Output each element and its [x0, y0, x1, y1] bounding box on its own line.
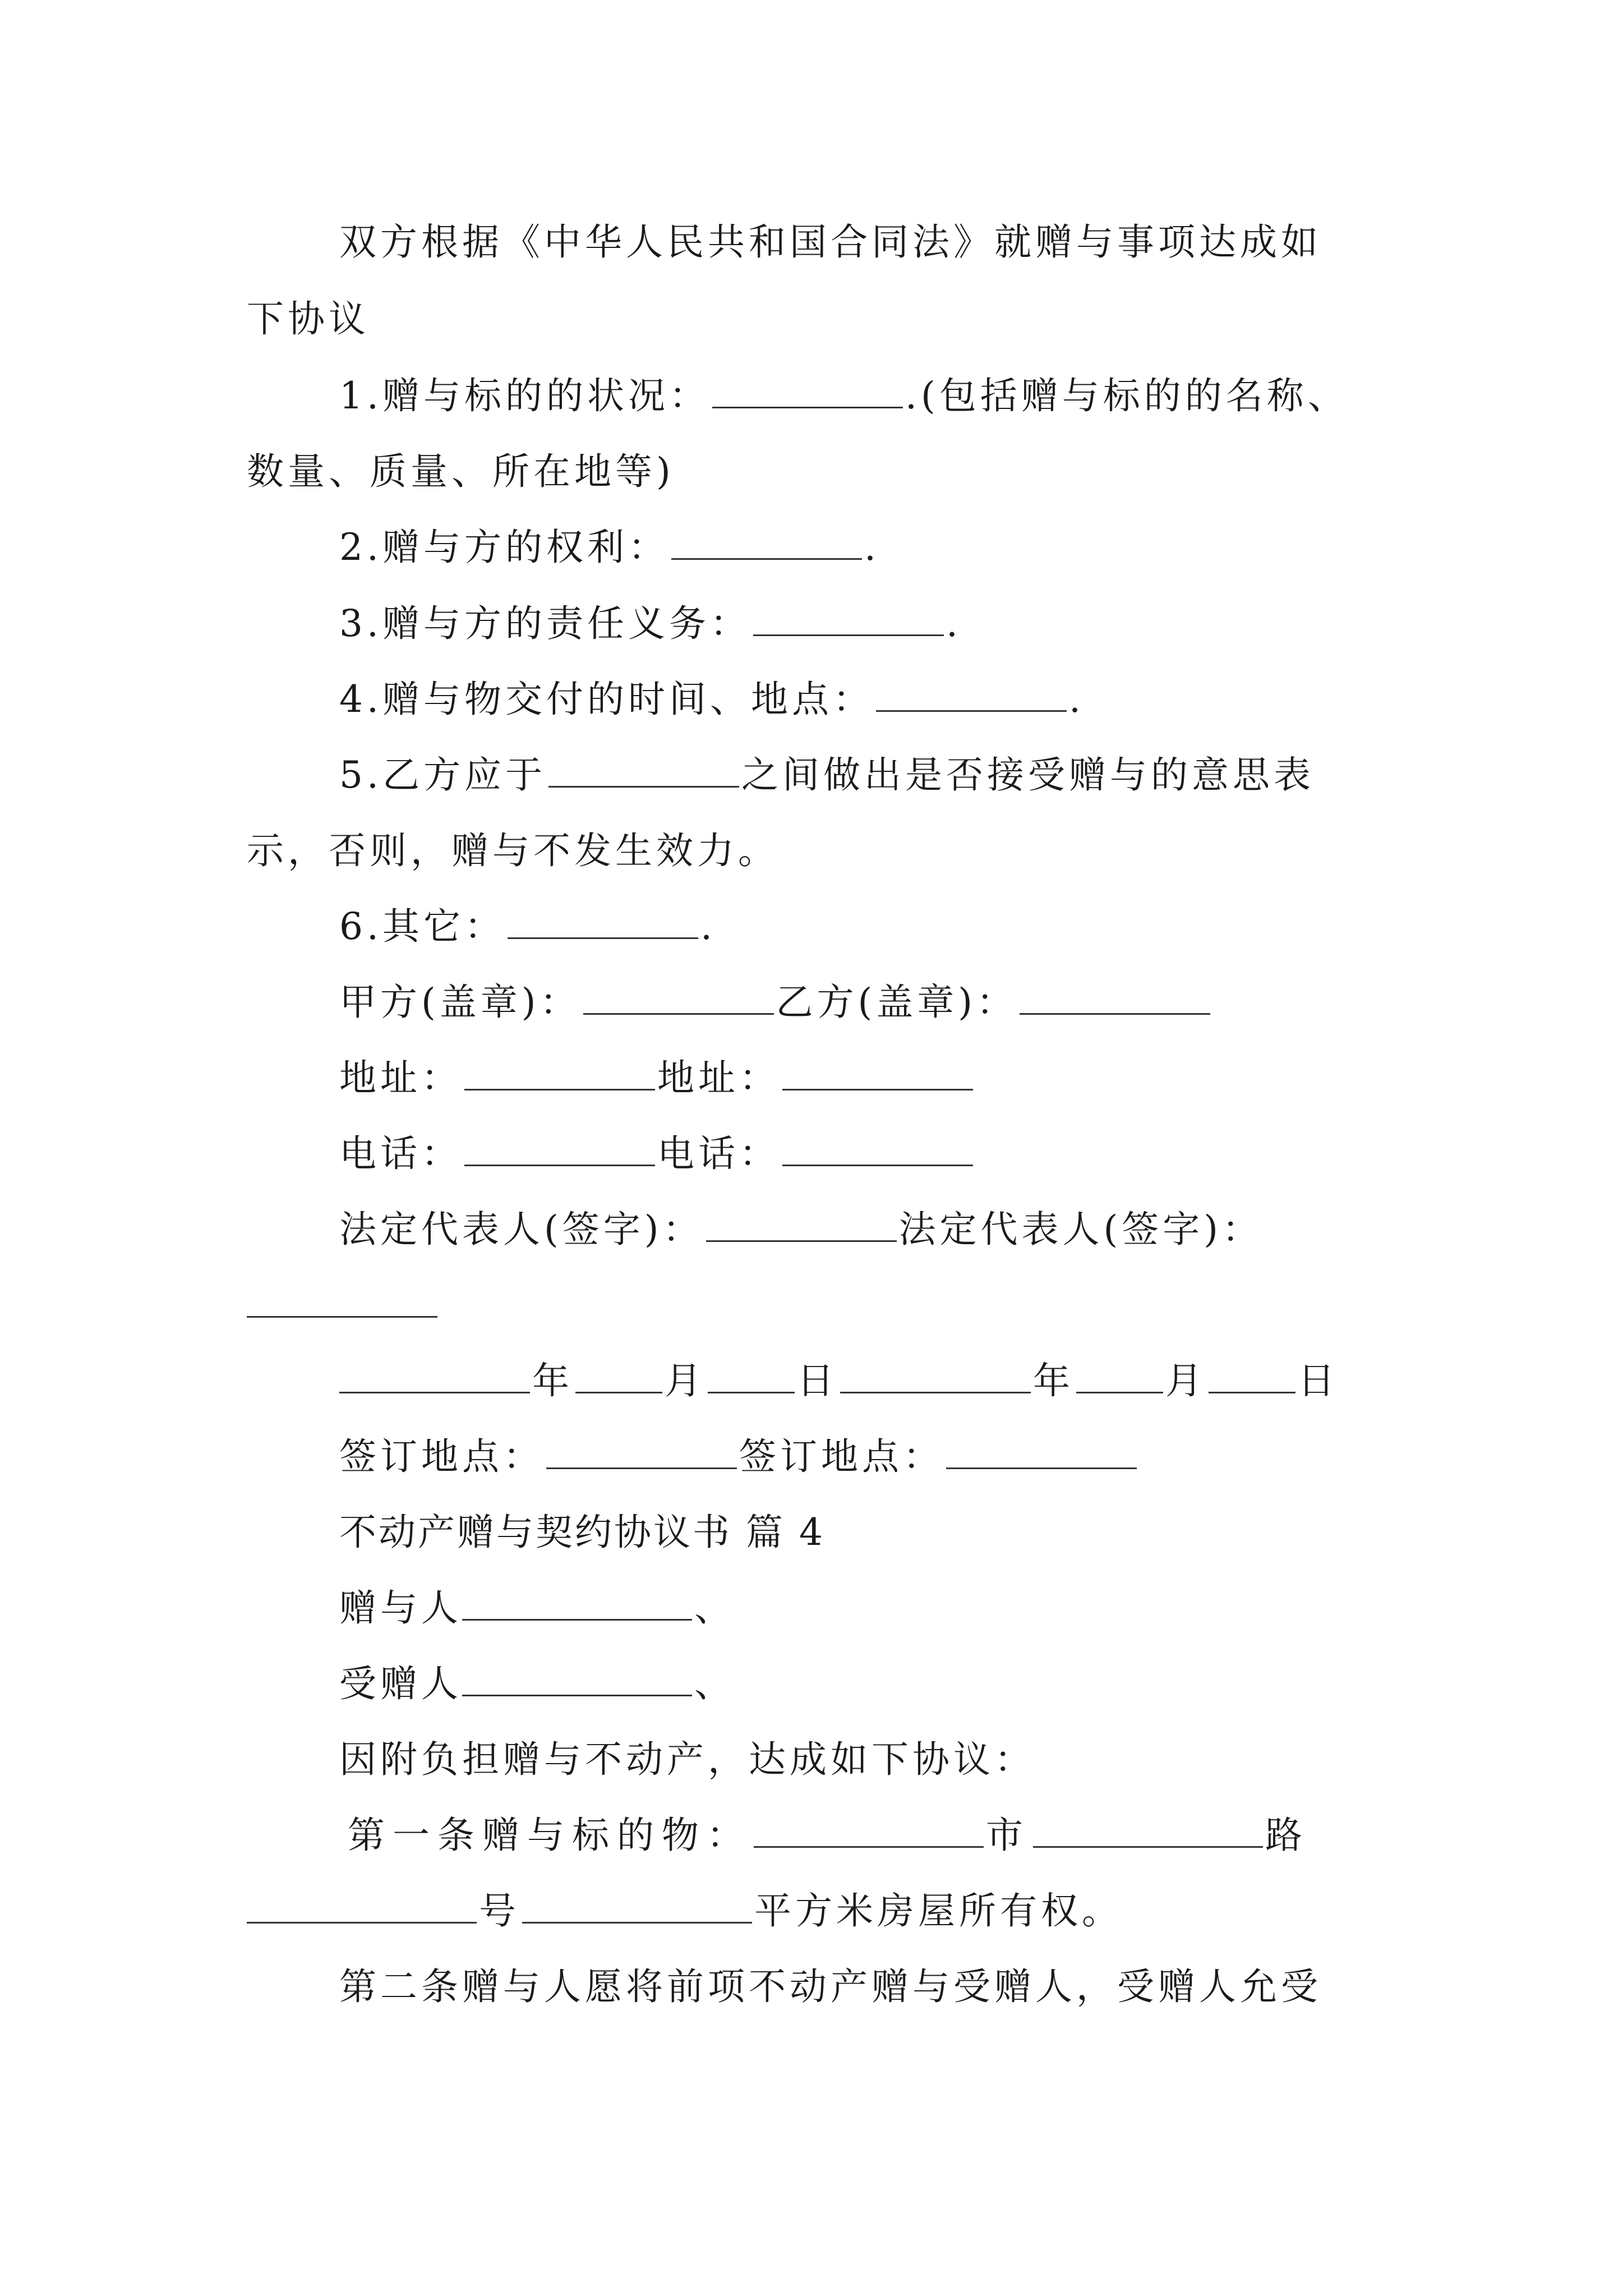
fill-blank[interactable]	[462, 1585, 692, 1621]
item-2-label: 2.赠与方的权利：	[339, 526, 669, 569]
item-4-label: 4.赠与物交付的时间、地点：	[339, 678, 874, 721]
fill-blank[interactable]	[546, 1434, 737, 1469]
fill-blank[interactable]	[522, 1888, 752, 1924]
fill-blank[interactable]	[247, 1888, 477, 1924]
fill-blank[interactable]	[753, 601, 944, 636]
legal-rep-label-a: 法定代表人(签字)：	[339, 1208, 704, 1251]
fill-blank[interactable]	[462, 1661, 692, 1696]
item-5	[339, 751, 1315, 800]
item-5-continued: 示，否则，赠与不发生效力。	[247, 829, 779, 872]
article-1	[348, 1811, 1310, 1860]
area-text: 平方米房屋所有权。	[754, 1889, 1123, 1932]
sign-place-label-b: 签订地点：	[739, 1435, 944, 1478]
party-b-seal-label: 乙方(盖章)：	[776, 981, 1017, 1024]
fill-blank[interactable]	[1020, 979, 1210, 1015]
item-4-period: .	[1068, 678, 1085, 721]
seal-line	[339, 978, 1212, 1027]
item-1-note: .(包括赠与标的的名称、	[905, 374, 1349, 417]
article-2: 第二条赠与人愿将前项不动产赠与受赠人，受赠人允受	[339, 1965, 1322, 2008]
month-label: 月	[1165, 1359, 1206, 1402]
separator: 、	[694, 1586, 735, 1630]
item-1-label: 1.赠与标的的状况：	[339, 374, 710, 417]
intro-line-2: 下协议	[247, 297, 370, 341]
month-label: 月	[665, 1359, 706, 1402]
phone-line	[339, 1129, 975, 1179]
number-label: 号	[479, 1889, 520, 1932]
legal-rep-blank-line	[247, 1281, 440, 1330]
fill-blank[interactable]	[339, 1358, 530, 1393]
date-line	[339, 1356, 1339, 1406]
fill-blank[interactable]	[508, 904, 698, 939]
item-6-label: 6.其它：	[339, 905, 505, 948]
fill-blank[interactable]	[754, 1812, 984, 1848]
fill-blank[interactable]	[712, 373, 903, 408]
item-4	[339, 675, 1085, 724]
item-3	[339, 599, 962, 648]
article-1-continued	[247, 1887, 1123, 1936]
item-2-period: .	[864, 526, 880, 569]
day-label: 日	[1298, 1359, 1339, 1402]
fill-blank[interactable]	[840, 1358, 1031, 1393]
fill-blank[interactable]	[464, 1131, 655, 1166]
sign-place-line	[339, 1432, 1139, 1481]
donee-line	[339, 1659, 735, 1709]
separator: 、	[694, 1662, 735, 1705]
year-label: 年	[1033, 1359, 1074, 1402]
donor-label: 赠与人	[339, 1586, 462, 1630]
address-label-a: 地址：	[339, 1056, 462, 1099]
fill-blank[interactable]	[247, 1282, 437, 1318]
fill-blank[interactable]	[876, 677, 1067, 712]
donor-line	[339, 1584, 735, 1633]
fill-blank[interactable]	[782, 1055, 973, 1091]
item-1-continued: 数量、质量、所在地等)	[247, 450, 675, 493]
address-label-b: 地址：	[657, 1056, 780, 1099]
fill-blank[interactable]	[548, 752, 739, 788]
item-2	[339, 523, 880, 572]
phone-label-a: 电话：	[339, 1132, 462, 1175]
fill-blank[interactable]	[946, 1434, 1137, 1469]
day-label: 日	[797, 1359, 838, 1402]
legal-rep-label-b: 法定代表人(签字)：	[898, 1208, 1263, 1251]
article-1-label: 第一条赠与标的物：	[348, 1814, 751, 1857]
item-5-text: 之间做出是否接受赠与的意思表	[741, 753, 1315, 797]
legal-rep-line	[339, 1205, 1263, 1254]
donee-label: 受赠人	[339, 1662, 462, 1705]
item-5-label: 5.乙方应于	[339, 753, 546, 797]
fill-blank[interactable]	[575, 1358, 662, 1393]
section-heading: 不动产赠与契约协议书 篇 4	[339, 1511, 825, 1554]
item-1	[339, 371, 1349, 421]
item-3-period: .	[946, 602, 962, 645]
city-label: 市	[986, 1814, 1031, 1857]
intro-line-1: 双方根据《中华人民共和国合同法》就赠与事项达成如	[339, 220, 1322, 264]
fill-blank[interactable]	[782, 1131, 973, 1166]
fill-blank[interactable]	[708, 1358, 795, 1393]
phone-label-b: 电话：	[657, 1132, 780, 1175]
fill-blank[interactable]	[1076, 1358, 1163, 1393]
fill-blank[interactable]	[1033, 1812, 1263, 1848]
fill-blank[interactable]	[671, 524, 862, 560]
fill-blank[interactable]	[706, 1207, 897, 1242]
agreement-intro: 因附负担赠与不动产，达成如下协议：	[339, 1738, 1035, 1781]
item-6-period: .	[700, 905, 716, 948]
item-3-label: 3.赠与方的责任义务：	[339, 602, 751, 645]
sign-place-label-a: 签订地点：	[339, 1435, 544, 1478]
fill-blank[interactable]	[464, 1055, 655, 1091]
party-a-seal-label: 甲方(盖章)：	[339, 981, 581, 1024]
road-label: 路	[1265, 1814, 1310, 1857]
item-6	[339, 902, 716, 951]
fill-blank[interactable]	[1209, 1358, 1295, 1393]
year-label: 年	[532, 1359, 573, 1402]
address-line	[339, 1053, 975, 1103]
fill-blank[interactable]	[583, 979, 774, 1015]
